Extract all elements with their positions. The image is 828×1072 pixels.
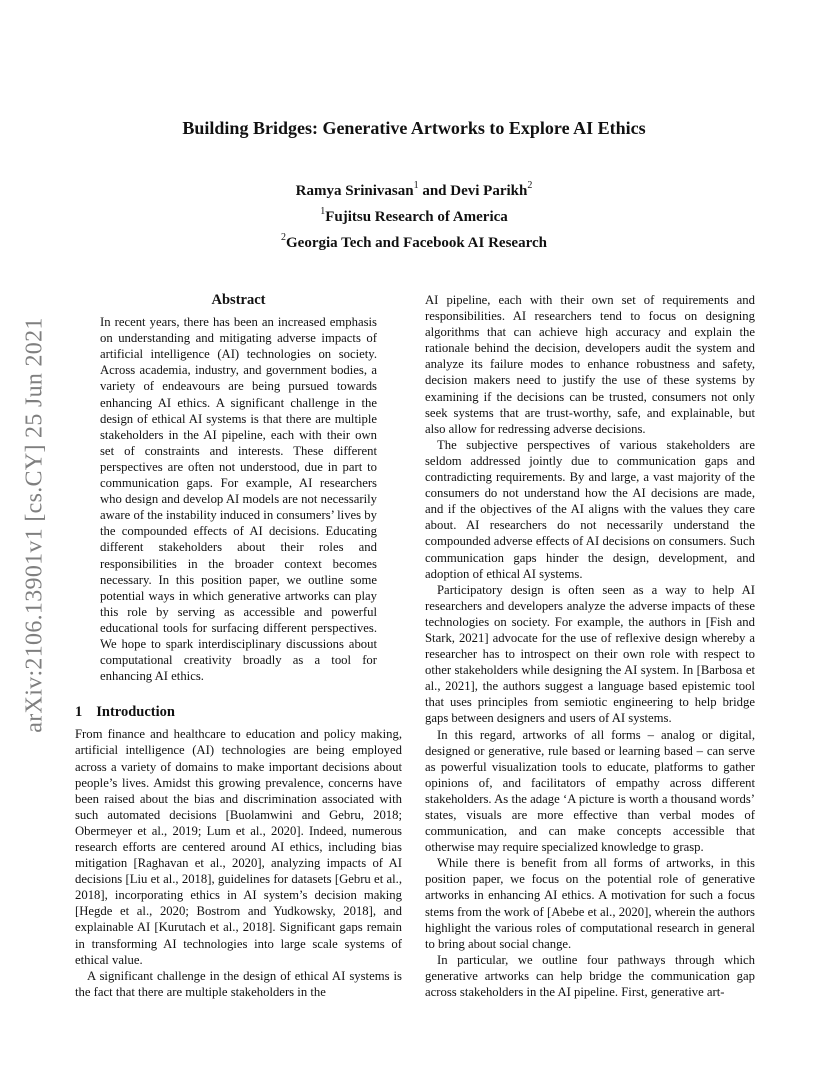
paper-title: Building Bridges: Generative Artworks to Explore AI Ethics [182, 118, 646, 138]
intro-paragraph-1: From finance and healthcare to education and policy making, artificial intelligence (AI) technologies are being employed across a variety of domains to make important decisions about people’s lives. Amidst this growing prevalence, concerns have been raised about the bias and discrimination associated with such automated decisions [Buolamwini and Gebru, 2018; Obermeyer et al., 2019; Lum et al., 2020]. Indeed, numerous research efforts are centered around AI ethics, including bias mitigation [Raghavan et al., 2020], analyzing impacts of AI decisions [Liu et al., 2018], guidelines for datasets [Gebru et al., 2018], incorporating ethics in AI system’s decision making [Hegde et al., 2020; Bostrom and Yudkowsky, 2018], and explainable AI [Kurutach et al., 2018]. Significant gaps remain in transforming AI technologies into large scale systems of ethical value. [75, 727, 402, 967]
body-paragraph-2: The subjective perspectives of various stakeholders are seldom addressed jointly due to communication gaps and contradicting requirements. By and large, a vast majority of the consumers do not understand how the AI decisions are made, and if the objectives of the AI aligns with the values they care about. AI researchers do not necessarily understand the compounded adverse effects of AI decisions on consumers. Such communication gaps hinder the design, development, and adoption of ethical AI systems. [425, 437, 755, 581]
body-paragraph-4: In this regard, artworks of all forms – analog or digital, designed or generative, rule based or learning based – can serve as powerful visualization tools to educate, platforms to gather opinions of, and facilitators of empathy across different stakeholders. As the adage ‘A picture is worth a thousand words’ states, visuals are more effective than verbal modes of communication, and can make concepts accessible that otherwise may require specialized knowledge to grasp. [425, 727, 755, 855]
body-paragraph-5: While there is benefit from all forms of artworks, in this position paper, we focus on the potential role of generative artworks in enhancing AI ethics. A motivation for such a focus stems from the work of [Abebe et al., 2020], wherein the authors highlight the various roles of computational research in general to bring about social change. [425, 856, 755, 951]
author-1-affil-mark: 1 [413, 180, 419, 191]
left-column [75, 292, 402, 1000]
abstract-heading: Abstract [211, 292, 266, 308]
affiliation-2-name: Georgia Tech and Facebook AI Research [286, 235, 547, 251]
section-number: 1 [75, 704, 83, 721]
section-heading-introduction [75, 704, 402, 720]
author-1-name: Ramya Srinivasan [295, 183, 414, 199]
body-paragraph-3: Participatory design is often seen as a way to help AI researchers and developers analyze the adverse impacts of these technologies on society. For example, the authors in [Fish and Stark, 2021] advocate for the use of reflexive design whereby a researcher has to introspect on their own role with respect to other stakeholders while designing the AI system. In [Barbosa et al., 2021], the authors suggest a language based epistemic tool that uses principles from semiotic engineering to help bridge gaps between designers and users of AI systems. [425, 582, 755, 726]
author-block [0, 176, 828, 254]
right-column [425, 292, 755, 1000]
arxiv-identifier-stamp: arXiv:2106.13901v1 [cs.CY] 25 Jun 2021 [21, 317, 48, 733]
intro-paragraph-2: A significant challenge in the design of ethical AI systems is the fact that there are multiple stakeholders in the [75, 968, 402, 999]
affiliation-1 [0, 202, 828, 228]
affiliation-1-mark: 1 [320, 206, 326, 217]
author-2-affil-mark: 2 [527, 180, 533, 191]
affiliation-2 [0, 228, 828, 254]
abstract-text: In recent years, there has been an increased emphasis on understanding and mitigating adverse impacts of artificial intelligence (AI) technologies on society. Across academia, industry, and government bodies, a variety of endeavours are being pursued towards enhancing AI ethics. A significant challenge in the design of ethical AI systems is that there are multiple stakeholders in the AI pipeline, each with their own set of constraints and interests. These different perspectives are often not understood, due in part to communication gaps. For example, AI researchers who design and develop AI models are not necessarily aware of the instability induced in consumers’ lives by the compounded effects of AI decisions. Educating different stakeholders about their roles and responsibilities in the broader context becomes necessary. In this position paper, we outline some potential ways in which generative artworks can play this role by serving as accessible and powerful educational tools for surfacing different perspectives. We hope to spark interdisciplinary discussions about computational creativity broadly as a tool for enhancing AI ethics. [100, 315, 377, 684]
affiliation-2-mark: 2 [281, 232, 286, 243]
body-paragraph-1: AI pipeline, each with their own set of requirements and responsibilities. AI researchers tend to focus on designing algorithms that can achieve high accuracy and explain the rationale behind the decision, developers audit the system and analyze its failure modes to enhance robustness and safety, decision makers need to justify the use of these systems by examining if the decisions can be trusted, consumers not only seek systems that are trust-worthy, safe, and explainable, but also allow for redressing adverse decisions. [425, 293, 755, 436]
author-2-name: and Devi Parikh [418, 183, 528, 199]
section-title: Introduction [96, 704, 175, 721]
body-paragraph-6: In particular, we outline four pathways through which generative artworks can help bridge the communication gap across stakeholders in the AI pipeline. First, generative art- [425, 952, 755, 1000]
affiliation-1-name: Fujitsu Research of America [325, 209, 508, 225]
author-names [0, 176, 828, 202]
